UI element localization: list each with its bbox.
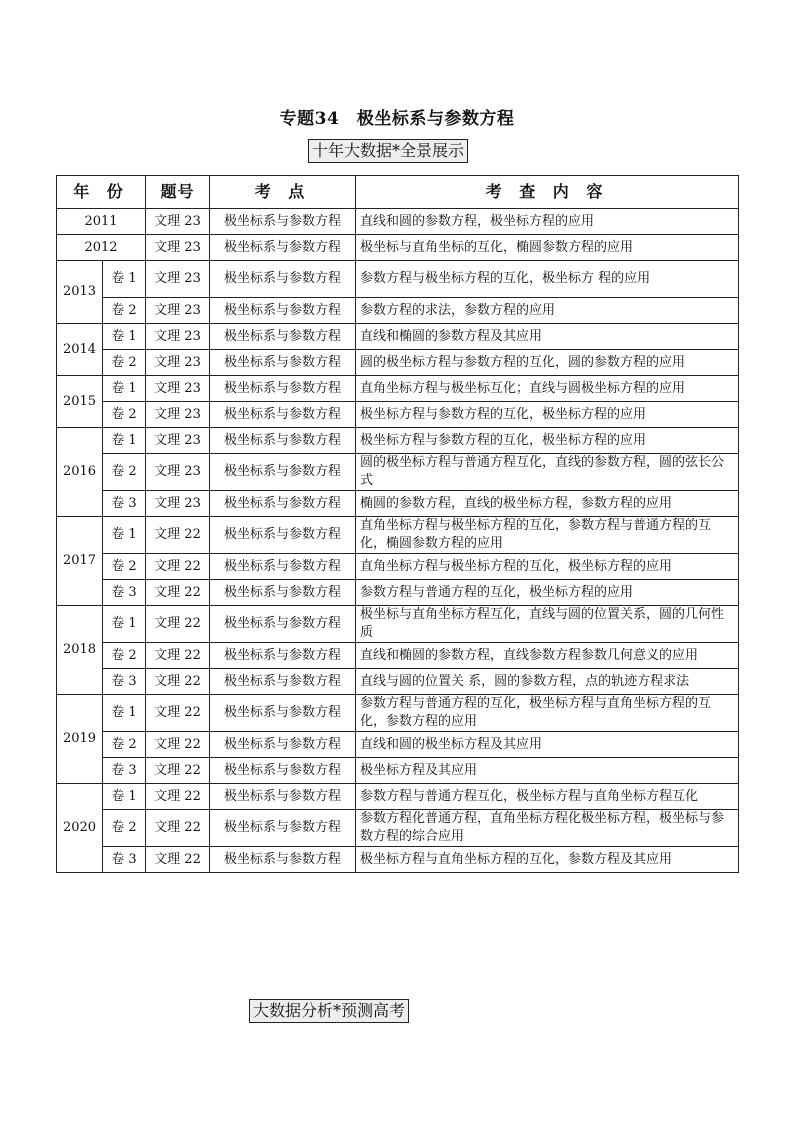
- content-cell: 直角坐标方程与极坐标方程的互化，参数方程与普通方程的互化，椭圆参数方程的应用: [356, 517, 739, 554]
- topic-cell: 极坐标系与参数方程: [210, 758, 356, 784]
- content-cell: 直线和圆的极坐标方程及其应用: [356, 732, 739, 758]
- topic-cell: 极坐标系与参数方程: [210, 324, 356, 350]
- question-no-cell: 文理 22: [146, 554, 210, 580]
- content-cell: 直线和椭圆的参数方程，直线参数方程参数几何意义的应用: [356, 643, 739, 669]
- header-content: 考 查 内 容: [356, 176, 739, 209]
- paper-cell: 卷 3: [103, 669, 146, 695]
- table-row: [57, 454, 739, 491]
- topic-cell: 极坐标系与参数方程: [210, 554, 356, 580]
- year-cell: 2017: [57, 517, 103, 606]
- paper-cell: 卷 2: [103, 732, 146, 758]
- table-row: [57, 235, 739, 261]
- paper-cell: 卷 2: [103, 402, 146, 428]
- topic-cell: 极坐标系与参数方程: [210, 580, 356, 606]
- year-cell: 2013: [57, 261, 103, 324]
- content-cell: 极坐标方程及其应用: [356, 758, 739, 784]
- table-row: [57, 810, 739, 847]
- topic-cell: 极坐标系与参数方程: [210, 847, 356, 873]
- question-no-cell: 文理 22: [146, 669, 210, 695]
- topic-cell: 极坐标系与参数方程: [210, 298, 356, 324]
- table-row: [57, 643, 739, 669]
- table-row: [57, 350, 739, 376]
- topic-cell: 极坐标系与参数方程: [210, 454, 356, 491]
- exam-stats-table: [56, 175, 739, 873]
- topic-cell: 极坐标系与参数方程: [210, 235, 356, 261]
- content-cell: 直角坐标方程与极坐标互化；直线与圆极坐标方程的应用: [356, 376, 739, 402]
- table-row: [57, 428, 739, 454]
- paper-cell: 卷 3: [103, 758, 146, 784]
- table-row: [57, 402, 739, 428]
- paper-cell: 卷 1: [103, 261, 146, 298]
- paper-cell: 卷 2: [103, 298, 146, 324]
- header-year: 年 份: [57, 176, 146, 209]
- question-no-cell: 文理 22: [146, 517, 210, 554]
- topic-cell: 极坐标系与参数方程: [210, 810, 356, 847]
- question-no-cell: 文理 23: [146, 491, 210, 517]
- content-cell: 参数方程与普通方程的互化，极坐标方程的应用: [356, 580, 739, 606]
- header-question-no: 题号: [146, 176, 210, 209]
- question-no-cell: 文理 22: [146, 732, 210, 758]
- table-row: [57, 554, 739, 580]
- header-topic: 考 点: [210, 176, 356, 209]
- table-row: [57, 732, 739, 758]
- topic-cell: 极坐标系与参数方程: [210, 261, 356, 298]
- paper-cell: 卷 3: [103, 580, 146, 606]
- content-cell: 极坐标与直角坐标方程互化，直线与圆的位置关系，圆的几何性质: [356, 606, 739, 643]
- content-cell: 参数方程与极坐标方程的互化，极坐标方 程的应用: [356, 261, 739, 298]
- question-no-cell: 文理 23: [146, 428, 210, 454]
- topic-cell: 极坐标系与参数方程: [210, 732, 356, 758]
- content-cell: 参数方程与普通方程互化，极坐标方程与直角坐标方程互化: [356, 784, 739, 810]
- question-no-cell: 文理 23: [146, 402, 210, 428]
- table-row: [57, 606, 739, 643]
- table-row: [57, 784, 739, 810]
- paper-cell: 卷 2: [103, 350, 146, 376]
- question-no-cell: 文理 22: [146, 606, 210, 643]
- topic-cell: 极坐标系与参数方程: [210, 643, 356, 669]
- content-cell: 极坐标方程与参数方程的互化，极坐标方程的应用: [356, 428, 739, 454]
- question-no-cell: 文理 22: [146, 810, 210, 847]
- year-cell: 2018: [57, 606, 103, 695]
- paper-cell: 卷 1: [103, 428, 146, 454]
- question-no-cell: 文理 22: [146, 784, 210, 810]
- content-cell: 直角坐标方程与极坐标方程的互化，极坐标方程的应用: [356, 554, 739, 580]
- topic-cell: 极坐标系与参数方程: [210, 606, 356, 643]
- paper-cell: 卷 2: [103, 810, 146, 847]
- topic-cell: 极坐标系与参数方程: [210, 491, 356, 517]
- year-cell: 2014: [57, 324, 103, 376]
- question-no-cell: 文理 22: [146, 643, 210, 669]
- topic-cell: 极坐标系与参数方程: [210, 428, 356, 454]
- content-cell: 椭圆的参数方程，直线的极坐标方程，参数方程的应用: [356, 491, 739, 517]
- paper-cell: 卷 1: [103, 517, 146, 554]
- table-row: [57, 261, 739, 298]
- question-no-cell: 文理 23: [146, 454, 210, 491]
- table-row: [57, 695, 739, 732]
- year-cell: 2019: [57, 695, 103, 784]
- content-cell: 极坐标与直角坐标的互化，椭圆参数方程的应用: [356, 235, 739, 261]
- paper-cell: 卷 3: [103, 491, 146, 517]
- table-row: [57, 376, 739, 402]
- table-row: [57, 298, 739, 324]
- paper-cell: 卷 1: [103, 606, 146, 643]
- question-no-cell: 文理 23: [146, 350, 210, 376]
- content-cell: 极坐标方程与参数方程的互化，极坐标方程的应用: [356, 402, 739, 428]
- content-cell: 参数方程化普通方程，直角坐标方程化极坐标方程，极坐标与参数方程的综合应用: [356, 810, 739, 847]
- topic-cell: 极坐标系与参数方程: [210, 695, 356, 732]
- content-cell: 直线和椭圆的参数方程及其应用: [356, 324, 739, 350]
- content-cell: 极坐标方程与直角坐标方程的互化，参数方程及其应用: [356, 847, 739, 873]
- year-cell: 2020: [57, 784, 103, 873]
- paper-cell: 卷 3: [103, 847, 146, 873]
- topic-cell: 极坐标系与参数方程: [210, 350, 356, 376]
- table-row: [57, 669, 739, 695]
- question-no-cell: 文理 23: [146, 209, 210, 235]
- content-cell: 参数方程与普通方程的互化，极坐标方程与直角坐标方程的互化，参数方程的应用: [356, 695, 739, 732]
- paper-cell: 卷 1: [103, 695, 146, 732]
- question-no-cell: 文理 23: [146, 376, 210, 402]
- paper-cell: 卷 1: [103, 376, 146, 402]
- content-cell: 圆的极坐标方程与参数方程的互化，圆的参数方程的应用: [356, 350, 739, 376]
- content-cell: 圆的极坐标方程与普通方程互化，直线的参数方程，圆的弦长公式: [356, 454, 739, 491]
- question-no-cell: 文理 22: [146, 847, 210, 873]
- paper-cell: 卷 1: [103, 324, 146, 350]
- table-header-row: [57, 176, 739, 209]
- table-row: [57, 580, 739, 606]
- topic-cell: 极坐标系与参数方程: [210, 209, 356, 235]
- table-row: [57, 517, 739, 554]
- year-cell: 2015: [57, 376, 103, 428]
- table-row: [57, 209, 739, 235]
- paper-cell: 卷 2: [103, 554, 146, 580]
- table-row: [57, 847, 739, 873]
- section-banner-top: 十年大数据*全景展示: [308, 139, 468, 163]
- section-banner-bottom: 大数据分析*预测高考: [249, 999, 409, 1023]
- topic-cell: 极坐标系与参数方程: [210, 402, 356, 428]
- year-cell: 2011: [57, 209, 146, 235]
- topic-cell: 极坐标系与参数方程: [210, 669, 356, 695]
- content-cell: 参数方程的求法，参数方程的应用: [356, 298, 739, 324]
- question-no-cell: 文理 22: [146, 695, 210, 732]
- year-cell: 2012: [57, 235, 146, 261]
- topic-cell: 极坐标系与参数方程: [210, 376, 356, 402]
- paper-cell: 卷 2: [103, 454, 146, 491]
- table-row: [57, 758, 739, 784]
- paper-cell: 卷 1: [103, 784, 146, 810]
- year-cell: 2016: [57, 428, 103, 517]
- content-cell: 直线与圆的位置关 系，圆的参数方程，点的轨迹方程求法: [356, 669, 739, 695]
- question-no-cell: 文理 23: [146, 324, 210, 350]
- content-cell: 直线和圆的参数方程，极坐标方程的应用: [356, 209, 739, 235]
- question-no-cell: 文理 23: [146, 298, 210, 324]
- question-no-cell: 文理 23: [146, 261, 210, 298]
- question-no-cell: 文理 22: [146, 580, 210, 606]
- topic-cell: 极坐标系与参数方程: [210, 517, 356, 554]
- table-row: [57, 324, 739, 350]
- page-title: 专题34 极坐标系与参数方程: [279, 109, 515, 129]
- topic-cell: 极坐标系与参数方程: [210, 784, 356, 810]
- table-row: [57, 491, 739, 517]
- question-no-cell: 文理 22: [146, 758, 210, 784]
- paper-cell: 卷 2: [103, 643, 146, 669]
- question-no-cell: 文理 23: [146, 235, 210, 261]
